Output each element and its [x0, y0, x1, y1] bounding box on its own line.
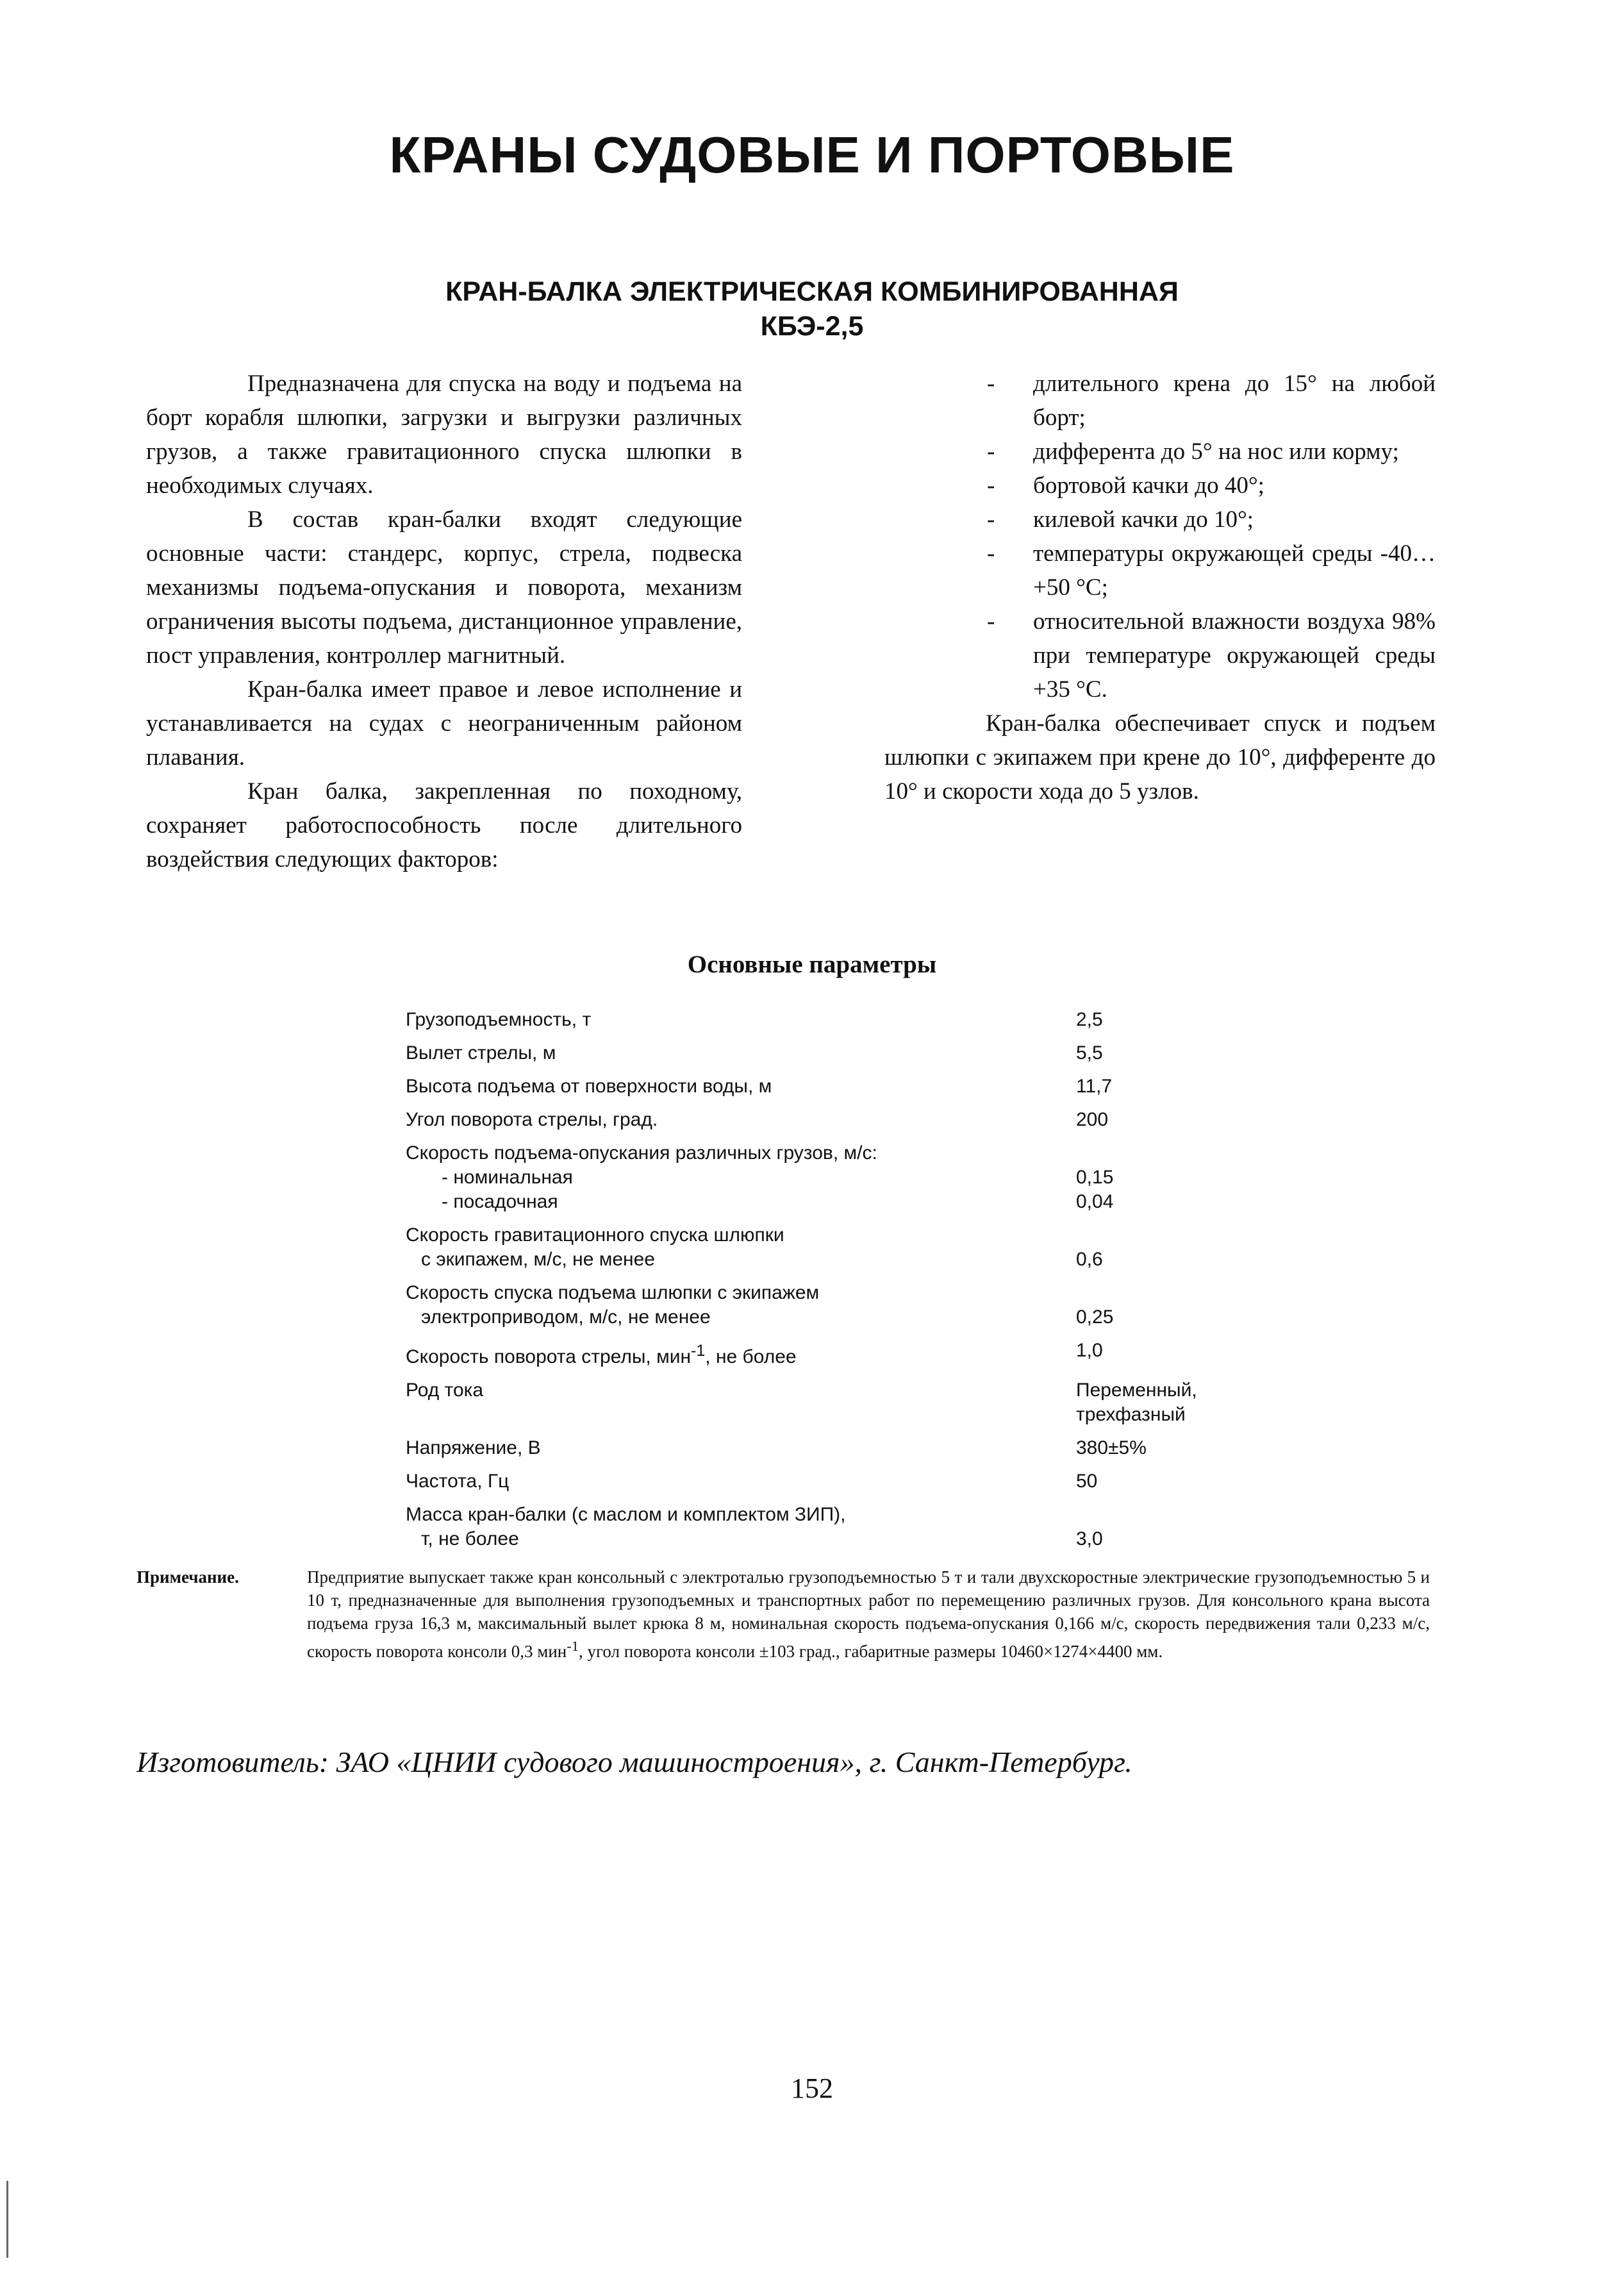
param-name: Скорость подъема-опускания различных грузов, м/с: - номинальная - посадочная [406, 1141, 1076, 1214]
left-column [146, 367, 742, 876]
table-row [406, 1469, 1303, 1494]
product-model: КБЭ-2,5 [760, 311, 864, 342]
param-value: 3,0 [1076, 1528, 1103, 1549]
paragraph-variants: Кран-балка имеет правое и левое исполнение и устанавливается на судах с неограниченным районом плавания. [146, 676, 742, 771]
param-name: Скорость спуска подъема шлюпки с экипажем электроприводом, м/с, не менее [406, 1282, 820, 1328]
scan-edge-mark [6, 2181, 8, 2258]
product-title [0, 274, 1624, 344]
list-item: - бортовой качки до 40°; [884, 469, 1436, 503]
right-column [884, 367, 1436, 808]
table-row [406, 1339, 1303, 1369]
param-value: 50 [1076, 1471, 1098, 1492]
paragraph-purpose: Предназначена для спуска на воду и подъема на борт корабля шлюпки, загрузки и выгрузки различных грузов, а также гравитационного спуска шлюпки в необходимых случаях. [146, 371, 742, 499]
note-text: Предприятие выпускает также кран консольный с электроталью грузоподъемностью 5 т и тали двухскоростные электрические грузоподъемностью 5 и 10 т, предназначенные для выполнения грузоподъемных и транспортных работ по перемещению различных грузов. Для консольного крана высота подъема груза 16,3 м, максимальный вылет крюка 8 м, номинальная скорость подъема-опускания 0,166 м/с, скорость передвижения тали 0,233 м/с, скорость поворота консоли 0,3 мин$^{-1}$, угол поворота консоли ±103 град., габаритные размеры 10460×1274×4400 мм. [307, 1567, 1430, 1661]
param-name: Напряжение, В [406, 1437, 541, 1458]
param-value: 0,6 [1076, 1249, 1103, 1270]
paragraph-capability: Кран-балка обеспечивает спуск и подъем шлюпки с экипажем при крене до 10°, дифференте до 10° и скорости хода до 5 узлов. [884, 710, 1436, 805]
table-row [406, 1141, 1303, 1214]
manufacturer-line: Изготовитель: ЗАО «ЦНИИ судового машиностроения», г. Санкт-Петербург. [137, 1746, 1132, 1778]
param-value: 200 [1076, 1109, 1109, 1130]
note-label: Примечание. [137, 1567, 239, 1587]
paragraph-composition: В состав кран-балки входят следующие основные части: стандерс, корпус, стрела, подвеска механизмы подъема-опускания и поворота, механизм ограничения высоты подъема, дистанционное управление, пост управления, контроллер магнитный. [146, 506, 742, 669]
table-row [406, 1008, 1303, 1032]
list-item: - длительного крена до 15° на любой борт; [884, 367, 1436, 435]
dash-bullet: - [987, 472, 995, 499]
table-row [406, 1281, 1303, 1330]
param-value: 5,5 [1076, 1042, 1103, 1064]
param-name: Грузоподъемность, т [406, 1009, 592, 1030]
factors-list [884, 367, 1436, 706]
param-value: 1,0 [1076, 1340, 1103, 1361]
param-value: 11,7 [1076, 1076, 1113, 1097]
table-row [406, 1503, 1303, 1551]
list-item: - относительной влажности воздуха 98% при температуре окружающей среды +35 °С. [884, 605, 1436, 706]
product-title-line1: КРАН-БАЛКА ЭЛЕКТРИЧЕСКАЯ КОМБИНИРОВАННАЯ [445, 276, 1179, 307]
table-row [406, 1223, 1303, 1272]
param-name: Высота подъема от поверхности воды, м [406, 1076, 772, 1097]
dash-bullet: - [987, 608, 995, 635]
list-item: - килевой качки до 10°; [884, 503, 1436, 537]
table-row [406, 1436, 1303, 1460]
list-item: - дифферента до 5° на нос или корму; [884, 435, 1436, 469]
param-value: 0,15 0,04 [1076, 1167, 1114, 1212]
table-row [406, 1378, 1303, 1427]
param-name: Вылет стрелы, м [406, 1042, 556, 1064]
param-subname: - номинальная [442, 1167, 573, 1188]
param-name: Масса кран-балки (с маслом и комплектом ЗИП), т, не более [406, 1504, 846, 1549]
table-row [406, 1041, 1303, 1065]
table-row [406, 1108, 1303, 1132]
dash-bullet: - [987, 371, 995, 397]
param-name: Частота, Гц [406, 1471, 510, 1492]
param-value: 2,5 [1076, 1009, 1103, 1030]
param-name: Скорость гравитационного спуска шлюпки с экипажем, м/с, не менее [406, 1224, 784, 1270]
param-value: 380±5% [1076, 1437, 1147, 1458]
page-number: 152 [791, 2073, 833, 2104]
param-name: Скорость поворота стрелы, мин$^{-1}$, не более [406, 1342, 797, 1367]
list-item: - температуры окружающей среды -40…+50 °С; [884, 537, 1436, 605]
param-value: 0,25 [1076, 1306, 1114, 1328]
params-title: Основные параметры [687, 951, 937, 978]
paragraph-factors-intro: Кран балка, закрепленная по походному, сохраняет работоспособность после длительного воздействия следующих факторов: [146, 778, 742, 872]
dash-bullet: - [987, 540, 995, 567]
param-subname: - посадочная [442, 1191, 558, 1212]
param-name: Угол поворота стрелы, град. [406, 1109, 658, 1130]
dash-bullet: - [987, 438, 995, 465]
params-table [406, 1008, 1303, 1560]
dash-bullet: - [987, 506, 995, 533]
param-value: Переменный, трехфазный [1076, 1380, 1197, 1425]
param-name: Род тока [406, 1380, 484, 1401]
table-row [406, 1074, 1303, 1099]
page-title: КРАНЫ СУДОВЫЕ И ПОРТОВЫЕ [389, 126, 1235, 183]
